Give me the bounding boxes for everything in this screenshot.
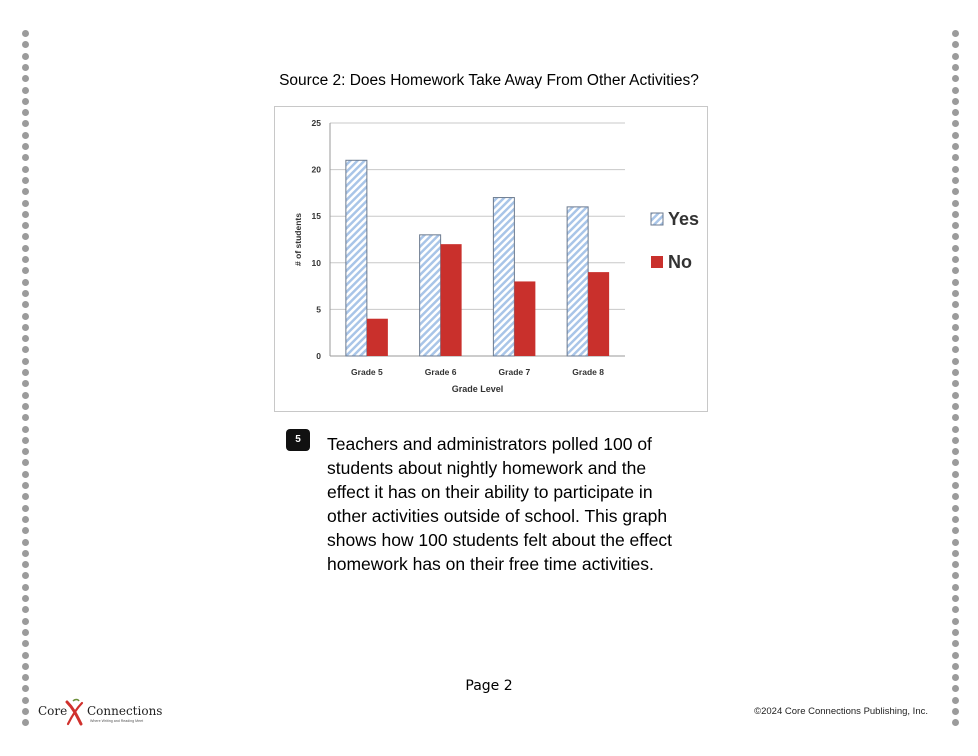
border-dot bbox=[952, 279, 959, 286]
border-dot bbox=[952, 369, 959, 376]
border-dot bbox=[22, 663, 29, 670]
border-dot bbox=[22, 459, 29, 466]
logo-tagline: Where Writing and Reading Meet bbox=[90, 719, 144, 723]
left-dot-border bbox=[22, 30, 30, 730]
border-dot bbox=[22, 369, 29, 376]
border-dot bbox=[952, 166, 959, 173]
border-dot bbox=[22, 358, 29, 365]
border-dot bbox=[22, 267, 29, 274]
chart-frame bbox=[274, 106, 708, 412]
border-dot bbox=[952, 200, 959, 207]
bar-yes-grade-5 bbox=[346, 160, 367, 356]
border-dot bbox=[952, 98, 959, 105]
border-dot bbox=[952, 437, 959, 444]
bar-no-grade-8 bbox=[588, 272, 609, 356]
border-dot bbox=[952, 233, 959, 240]
border-dot bbox=[952, 708, 959, 715]
border-dot bbox=[22, 143, 29, 150]
border-dot bbox=[952, 606, 959, 613]
border-dot bbox=[22, 392, 29, 399]
x-tick-label: Grade 6 bbox=[424, 367, 457, 377]
border-dot bbox=[22, 313, 29, 320]
border-dot bbox=[952, 572, 959, 579]
bar-no-grade-6 bbox=[441, 244, 462, 356]
border-dot bbox=[952, 550, 959, 557]
border-dot bbox=[952, 618, 959, 625]
border-dot bbox=[952, 448, 959, 455]
border-dot bbox=[22, 482, 29, 489]
border-dot bbox=[952, 527, 959, 534]
border-dot bbox=[22, 380, 29, 387]
border-dot bbox=[22, 584, 29, 591]
border-dot bbox=[22, 505, 29, 512]
bar-yes-grade-6 bbox=[420, 235, 441, 356]
border-dot bbox=[22, 414, 29, 421]
border-dot bbox=[22, 222, 29, 229]
border-dot bbox=[952, 290, 959, 297]
bar-no-grade-5 bbox=[367, 319, 388, 356]
x-tick-label: Grade 7 bbox=[498, 367, 531, 377]
border-dot bbox=[22, 279, 29, 286]
legend-swatch-yes bbox=[651, 213, 663, 225]
legend-label-yes: Yes bbox=[668, 209, 700, 229]
border-dot bbox=[952, 561, 959, 568]
border-dot bbox=[952, 64, 959, 71]
legend-swatch-no bbox=[651, 256, 663, 268]
border-dot bbox=[952, 697, 959, 704]
border-dot bbox=[952, 426, 959, 433]
border-dot bbox=[952, 109, 959, 116]
border-dot bbox=[952, 346, 959, 353]
logo-connections-word: Connections bbox=[87, 704, 163, 718]
border-dot bbox=[952, 41, 959, 48]
logo-core-word: Core bbox=[38, 704, 68, 718]
y-axis-label: # of students bbox=[293, 213, 303, 266]
page-number: Page 2 bbox=[465, 678, 513, 694]
x-tick-label: Grade 8 bbox=[572, 367, 604, 377]
border-dot bbox=[22, 41, 29, 48]
border-dot bbox=[22, 561, 29, 568]
border-dot bbox=[22, 471, 29, 478]
border-dot bbox=[22, 335, 29, 342]
border-dot bbox=[952, 459, 959, 466]
border-dot bbox=[952, 211, 959, 218]
border-dot bbox=[22, 448, 29, 455]
border-dot bbox=[22, 177, 29, 184]
border-dot bbox=[22, 233, 29, 240]
copyright-notice: ©2024 Core Connections Publishing, Inc. bbox=[754, 706, 928, 717]
border-dot bbox=[22, 346, 29, 353]
border-dot bbox=[22, 595, 29, 602]
y-tick-label: 25 bbox=[311, 118, 321, 128]
border-dot bbox=[22, 426, 29, 433]
border-dot bbox=[22, 708, 29, 715]
border-dot bbox=[22, 64, 29, 71]
core-connections-logo bbox=[38, 698, 163, 726]
border-dot bbox=[952, 719, 959, 726]
border-dot bbox=[952, 256, 959, 263]
x-axis-label: Grade Level bbox=[451, 384, 504, 394]
logo-x-icon bbox=[64, 698, 86, 726]
border-dot bbox=[952, 245, 959, 252]
border-dot bbox=[22, 301, 29, 308]
border-dot bbox=[22, 652, 29, 659]
border-dot bbox=[22, 606, 29, 613]
border-dot bbox=[22, 539, 29, 546]
border-dot bbox=[952, 471, 959, 478]
border-dot bbox=[22, 109, 29, 116]
border-dot bbox=[952, 132, 959, 139]
border-dot bbox=[952, 414, 959, 421]
border-dot bbox=[952, 505, 959, 512]
source-title: Source 2: Does Homework Take Away From Other Activities? bbox=[279, 72, 699, 89]
y-tick-label: 10 bbox=[311, 257, 321, 268]
bar-yes-grade-8 bbox=[567, 207, 588, 356]
border-dot bbox=[952, 584, 959, 591]
right-dot-border bbox=[952, 30, 960, 730]
border-dot bbox=[22, 256, 29, 263]
border-dot bbox=[952, 177, 959, 184]
border-dot bbox=[22, 290, 29, 297]
border-dot bbox=[952, 324, 959, 331]
border-dot bbox=[952, 652, 959, 659]
bar-yes-grade-7 bbox=[493, 198, 514, 356]
border-dot bbox=[22, 120, 29, 127]
question-text: Teachers and administrators polled 100 of students about nightly homework and the effect it has on their ability to participate in other activities outside of school. This graph shows how 100 students felt about the effect homework has on their free time activities. bbox=[327, 434, 673, 574]
y-tick-label: 20 bbox=[311, 164, 321, 175]
y-tick-label: 15 bbox=[311, 211, 321, 222]
border-dot bbox=[952, 301, 959, 308]
bar-no-grade-7 bbox=[514, 281, 535, 356]
border-dot bbox=[952, 143, 959, 150]
border-dot bbox=[952, 482, 959, 489]
border-dot bbox=[22, 516, 29, 523]
border-dot bbox=[952, 380, 959, 387]
border-dot bbox=[22, 200, 29, 207]
border-dot bbox=[952, 629, 959, 636]
border-dot bbox=[952, 392, 959, 399]
border-dot bbox=[952, 222, 959, 229]
border-dot bbox=[952, 335, 959, 342]
bar-chart bbox=[275, 107, 707, 411]
border-dot bbox=[22, 154, 29, 161]
border-dot bbox=[22, 211, 29, 218]
y-tick-label: 5 bbox=[316, 304, 321, 315]
border-dot bbox=[22, 640, 29, 647]
border-dot bbox=[22, 697, 29, 704]
border-dot bbox=[22, 53, 29, 60]
question-number-badge: 5 bbox=[286, 429, 310, 451]
border-dot bbox=[952, 595, 959, 602]
border-dot bbox=[952, 313, 959, 320]
border-dot bbox=[952, 53, 959, 60]
x-tick-label: Grade 5 bbox=[351, 367, 383, 377]
legend-label-no: No bbox=[668, 252, 692, 272]
y-tick-label: 0 bbox=[316, 351, 321, 361]
border-dot bbox=[22, 98, 29, 105]
border-dot bbox=[952, 403, 959, 410]
border-dot bbox=[22, 719, 29, 726]
border-dot bbox=[952, 154, 959, 161]
border-dot bbox=[22, 403, 29, 410]
border-dot bbox=[22, 324, 29, 331]
border-dot bbox=[22, 618, 29, 625]
border-dot bbox=[22, 550, 29, 557]
border-dot bbox=[952, 663, 959, 670]
border-dot bbox=[22, 437, 29, 444]
border-dot bbox=[22, 245, 29, 252]
border-dot bbox=[952, 539, 959, 546]
border-dot bbox=[952, 120, 959, 127]
border-dot bbox=[952, 267, 959, 274]
border-dot bbox=[952, 358, 959, 365]
border-dot bbox=[22, 132, 29, 139]
border-dot bbox=[22, 572, 29, 579]
border-dot bbox=[22, 493, 29, 500]
border-dot bbox=[22, 527, 29, 534]
border-dot bbox=[22, 166, 29, 173]
border-dot bbox=[22, 188, 29, 195]
border-dot bbox=[952, 188, 959, 195]
border-dot bbox=[952, 516, 959, 523]
border-dot bbox=[22, 30, 29, 37]
border-dot bbox=[22, 629, 29, 636]
border-dot bbox=[952, 30, 959, 37]
border-dot bbox=[952, 640, 959, 647]
border-dot bbox=[952, 493, 959, 500]
